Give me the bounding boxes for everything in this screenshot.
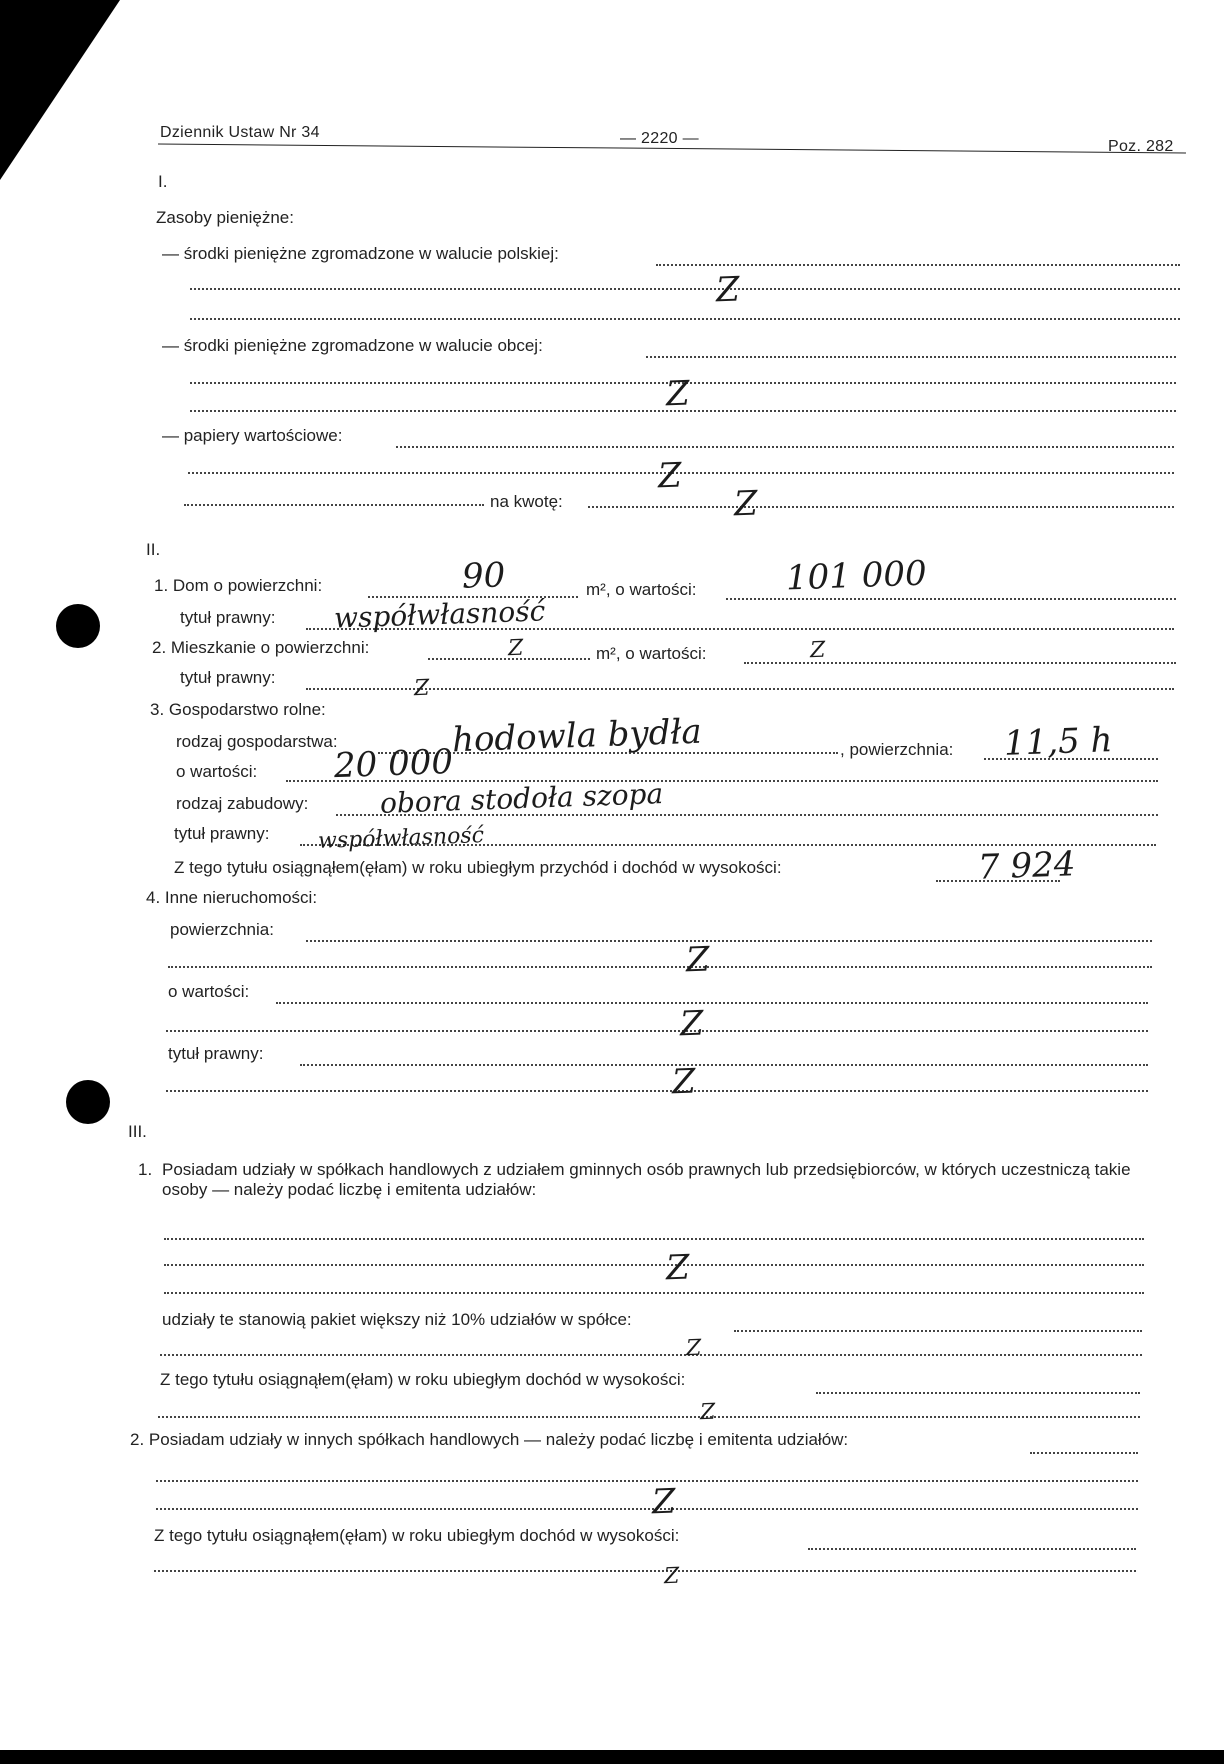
cash-pln-label: — środki pieniężne zgromadzone w walucie polskiej: (162, 244, 559, 263)
other-title-value: Z (671, 1061, 697, 1103)
farm-value-label: o wartości: (176, 762, 258, 781)
house-title-value: współwłasność (333, 594, 546, 635)
other-value-label: o wartości: (168, 982, 250, 1001)
punch-hole-bottom (66, 1080, 110, 1124)
other-area-value: Z (685, 939, 711, 981)
dotted-line (726, 598, 1176, 600)
section-1-heading: I. (158, 172, 168, 191)
flat-area-value: Z (507, 635, 524, 662)
dotted-line (744, 662, 1176, 664)
scan-edge-bar (0, 1750, 1224, 1764)
dotted-line (396, 446, 1174, 448)
farm-type-value: hodowla bydła (451, 711, 703, 761)
dotted-line (164, 1292, 1144, 1294)
shares1-income-value: Z (699, 1399, 716, 1426)
flat-title-label: tytuł prawny: (180, 668, 276, 687)
farm-buildings-value: obora stodoła szopa (379, 777, 664, 820)
dotted-line (164, 1238, 1144, 1240)
other-title-label: tytuł prawny: (168, 1044, 264, 1063)
folded-corner-shadow (0, 0, 120, 180)
farm-value-value: 20 000 (333, 741, 454, 787)
shares2-value: Z (651, 1481, 677, 1523)
shares1-package-value: Z (685, 1335, 702, 1362)
dotted-line (300, 1064, 1148, 1066)
dotted-line (160, 1354, 1142, 1356)
farm-income-label: Z tego tytułu osiągnąłem(ęłam) w roku ubiegłym przychód i dochód w wysokości: (174, 858, 782, 877)
shares2-label: 2. Posiadam udziały w innych spółkach handlowych — należy podać liczbę i emitenta udziałów: (130, 1430, 849, 1449)
position-number: Poz. 282 (1108, 138, 1174, 155)
other-area-label: powierzchnia: (170, 920, 274, 939)
house-label: 1. Dom o powierzchni: (154, 576, 323, 595)
page-number: — 2220 — (620, 130, 699, 147)
shares2-income-value: Z (663, 1563, 680, 1590)
securities-label: — papiery wartościowe: (162, 426, 343, 445)
farm-income-value: 7 924 (977, 844, 1077, 888)
house-area-value: 90 (461, 555, 506, 597)
dotted-line (588, 506, 1174, 508)
shares1-value: Z (665, 1247, 691, 1289)
dotted-line (276, 1002, 1148, 1004)
dotted-line (184, 504, 484, 506)
dotted-line (306, 688, 1174, 690)
flat-title-value: Z (413, 675, 430, 702)
dotted-line (158, 1416, 1140, 1418)
house-title-label: tytuł prawny: (180, 608, 276, 627)
shares1-income-label: Z tego tytułu osiągnąłem(ęłam) w roku ubiegłym dochód w wysokości: (160, 1370, 686, 1389)
flat-unit-value-label: m², o wartości: (596, 644, 707, 663)
dotted-line (816, 1392, 1140, 1394)
cash-resources-title: Zasoby pieniężne: (156, 208, 294, 227)
flat-label: 2. Mieszkanie o powierzchni: (152, 638, 370, 657)
dotted-line (808, 1548, 1136, 1550)
farm-title-value: współwłasność (317, 823, 485, 854)
shares1-text: Posiadam udziały w spółkach handlowych z udziałem gminnych osób prawnych lub przedsiębiorców, w których uczestniczą takie osoby — należy podać liczbę i emitenta udziałów: (162, 1160, 1131, 1199)
dotted-line (164, 1264, 1144, 1266)
farm-type-label: rodzaj gospodarstwa: (176, 732, 338, 751)
house-value: 101 000 (785, 553, 928, 599)
dotted-line (154, 1570, 1136, 1572)
dotted-line (656, 264, 1180, 266)
journal-title: Dziennik Ustaw Nr 34 (160, 124, 320, 141)
farm-area-label: , powierzchnia: (840, 740, 954, 759)
dotted-line (190, 288, 1180, 290)
shares2-income-label: Z tego tytułu osiągnąłem(ęłam) w roku ubiegłym dochód w wysokości: (154, 1526, 680, 1545)
farm-title-label: tytuł prawny: (174, 824, 270, 843)
dotted-line (190, 318, 1180, 320)
dotted-line (156, 1480, 1138, 1482)
other-property-label: 4. Inne nieruchomości: (146, 888, 318, 907)
dotted-line (168, 966, 1152, 968)
section-3-heading: III. (128, 1122, 147, 1141)
cash-foreign-label: — środki pieniężne zgromadzone w walucie obcej: (162, 336, 543, 355)
house-unit-value-label: m², o wartości: (586, 580, 697, 599)
other-value-value: Z (679, 1003, 705, 1045)
dotted-line (306, 940, 1152, 942)
farm-buildings-label: rodzaj zabudowy: (176, 794, 309, 813)
cash-pln-value: Z (715, 269, 741, 311)
flat-value: Z (809, 637, 826, 664)
dotted-line (646, 356, 1176, 358)
section-2-heading: II. (146, 540, 161, 559)
farm-label: 3. Gospodarstwo rolne: (150, 700, 326, 719)
farm-area-value: 11,5 h (1003, 720, 1114, 764)
punch-hole-top (56, 604, 100, 648)
shares1-number: 1. (138, 1160, 153, 1179)
dotted-line (156, 1508, 1138, 1510)
securities-amount-value: Z (733, 483, 759, 525)
dotted-line (1030, 1452, 1138, 1454)
shares1-package-label: udziały te stanowią pakiet większy niż 10% udziałów w spółce: (162, 1310, 632, 1329)
securities-value: Z (657, 455, 683, 497)
cash-foreign-value: Z (665, 373, 691, 415)
dotted-line (166, 1030, 1148, 1032)
securities-amount-label: na kwotę: (490, 492, 563, 511)
dotted-line (166, 1090, 1148, 1092)
dotted-line (734, 1330, 1142, 1332)
